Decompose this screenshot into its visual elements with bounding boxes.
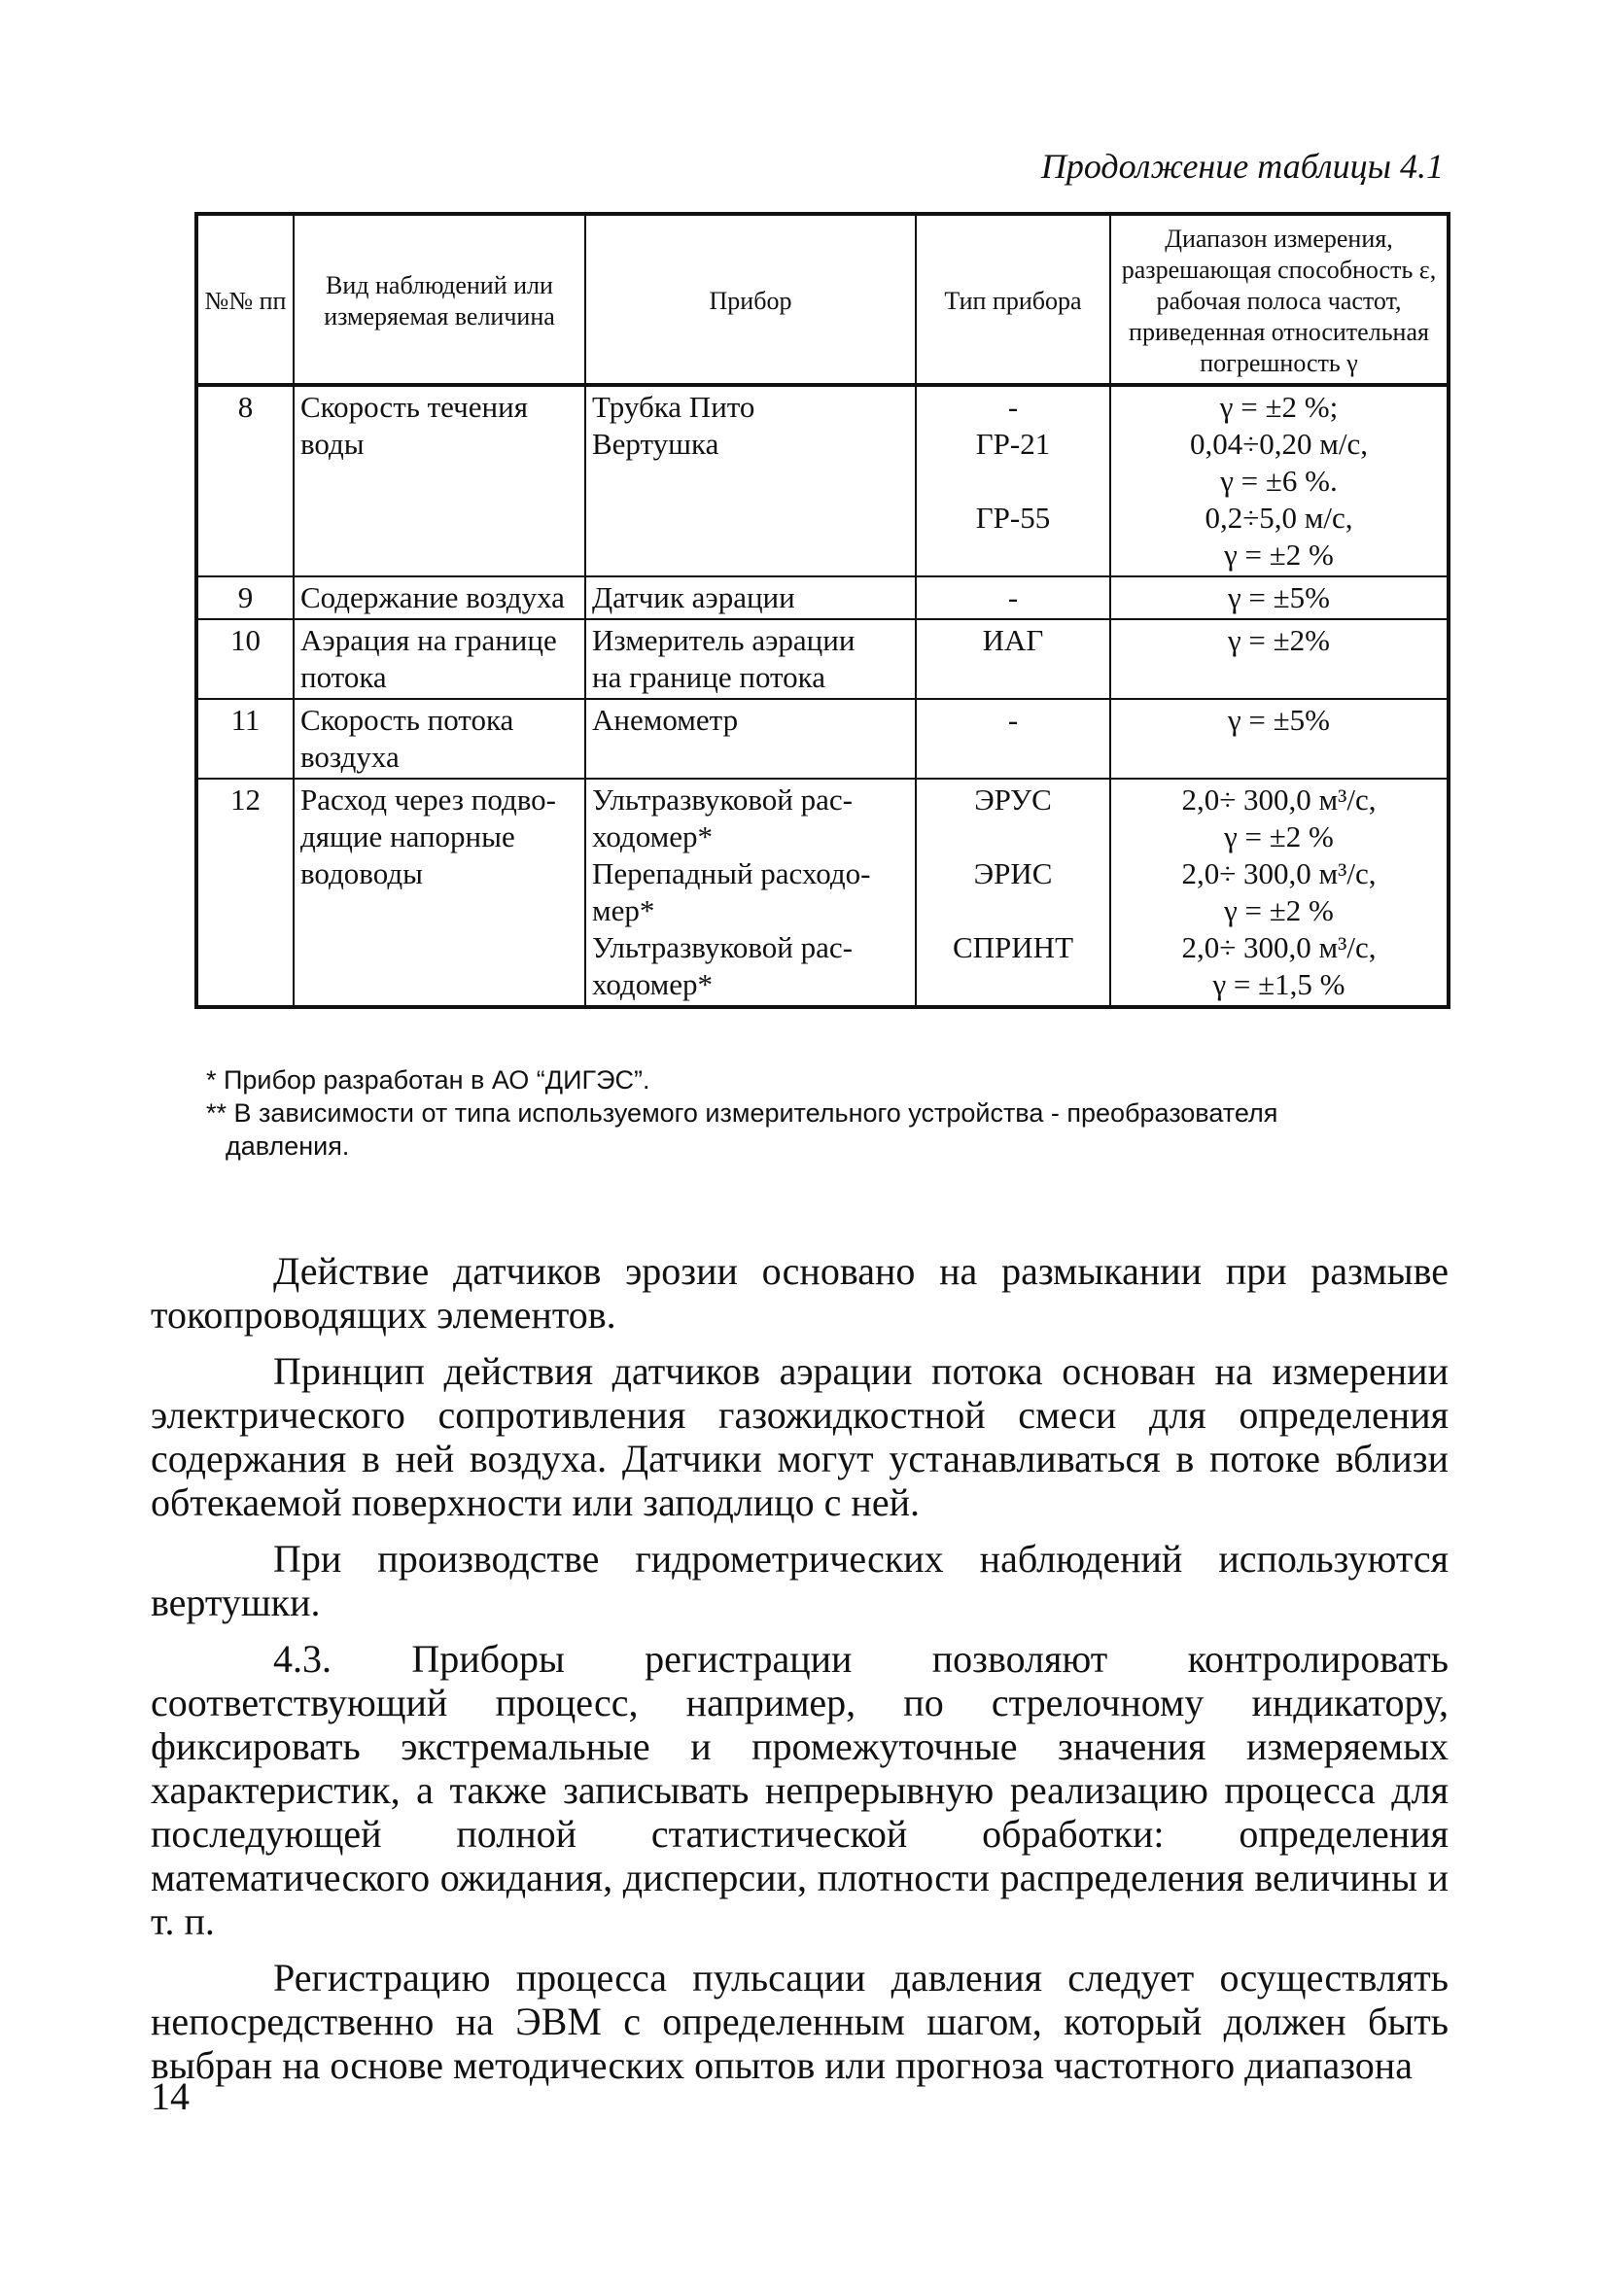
body-text [151,1249,1449,2100]
paragraph: Действие датчиков эрозии основано на размыкании при размыве токопроводящих элементов. [151,1249,1449,1337]
cell-device: Анемометр [585,699,916,779]
cell-device: Ультразвуковой рас- ходомер* Перепадный расходо- мер* Ультразвуковой рас- ходомер* [585,779,916,1007]
cell-device: Измеритель аэрации на границе потока [585,619,916,699]
table-row [196,779,1449,1007]
footnote: ** В зависимости от типа используемого измерительного устройства - преобразователя [206,1098,1278,1128]
cell-kind: Аэрация на границе потока [294,619,585,699]
paragraph: При производстве гидрометрических наблюдений используются вертушки. [151,1537,1449,1624]
cell-range: γ = ±2% [1110,619,1449,699]
table-header-row [196,214,1449,385]
cell-number: 8 [196,385,294,576]
cell-range: 2,0÷ 300,0 м³/с, γ = ±2 % 2,0÷ 300,0 м³/с, γ = ±2 % 2,0÷ 300,0 м³/с, γ = ±1,5 % [1110,779,1449,1007]
cell-type: ИАГ [916,619,1110,699]
paragraph: Регистрацию процесса пульсации давления следует осуществлять непосредственно на ЭВМ с определенным шагом, который должен быть выбран на основе методических опытов или прогноза частотного диапазона [151,1956,1449,2087]
footnote: давления. [226,1131,350,1161]
header-device: Прибор [585,214,916,385]
table-row [196,576,1449,619]
table-row [196,619,1449,699]
cell-type: - ГР-21 ГР-55 [916,385,1110,576]
cell-number: 11 [196,699,294,779]
cell-kind: Скорость течения воды [294,385,585,576]
header-type: Тип прибора [916,214,1110,385]
header-range: Диапазон измерения, разрешающая способность ε, рабочая полоса частот, приведенная относительная погрешность γ [1110,214,1449,385]
cell-device: Трубка Пито Вертушка [585,385,916,576]
cell-type: - [916,576,1110,619]
table-row [196,385,1449,576]
footnote: * Прибор разработан в АО “ДИГЭС”. [206,1065,650,1095]
cell-kind: Содержание воздуха [294,576,585,619]
cell-kind: Скорость потока воздуха [294,699,585,779]
paragraph: 4.3. Приборы регистрации позволяют контролировать соответствующий процесс, например, по стрелочному индикатору, фиксировать экстремальные и промежуточные значения измеряемых характеристик, а также записывать непрерывную реализацию процесса для последующей полной статистической обработки: определения математического ожидания, дисперсии, плотности распределения величины и т. п. [151,1637,1449,1943]
measurement-table [194,212,1450,1009]
cell-device: Датчик аэрации [585,576,916,619]
cell-number: 12 [196,779,294,1007]
paragraph: Принцип действия датчиков аэрации потока основан на измерении электрического сопротивления газожидкостной смеси для определения содержания в ней воздуха. Датчики могут устанавливаться в потоке вблизи обтекаемой поверхности или заподлицо с ней. [151,1349,1449,1524]
cell-type: ЭРУС ЭРИС СПРИНТ [916,779,1110,1007]
footnotes [206,1063,1441,1163]
cell-range: γ = ±5% [1110,576,1449,619]
cell-kind: Расход через подво- дящие напорные водоводы [294,779,585,1007]
page-number: 14 [151,2074,190,2118]
cell-number: 10 [196,619,294,699]
cell-range: γ = ±2 %; 0,04÷0,20 м/с, γ = ±6 %. 0,2÷5,0 м/с, γ = ±2 % [1110,385,1449,576]
table-caption: Продолжение таблицы 4.1 [1040,147,1444,186]
table-row [196,699,1449,779]
cell-type: - [916,699,1110,779]
cell-number: 9 [196,576,294,619]
cell-range: γ = ±5% [1110,699,1449,779]
header-number: №№ пп [196,214,294,385]
header-kind: Вид наблюдений или измеряемая величина [294,214,585,385]
